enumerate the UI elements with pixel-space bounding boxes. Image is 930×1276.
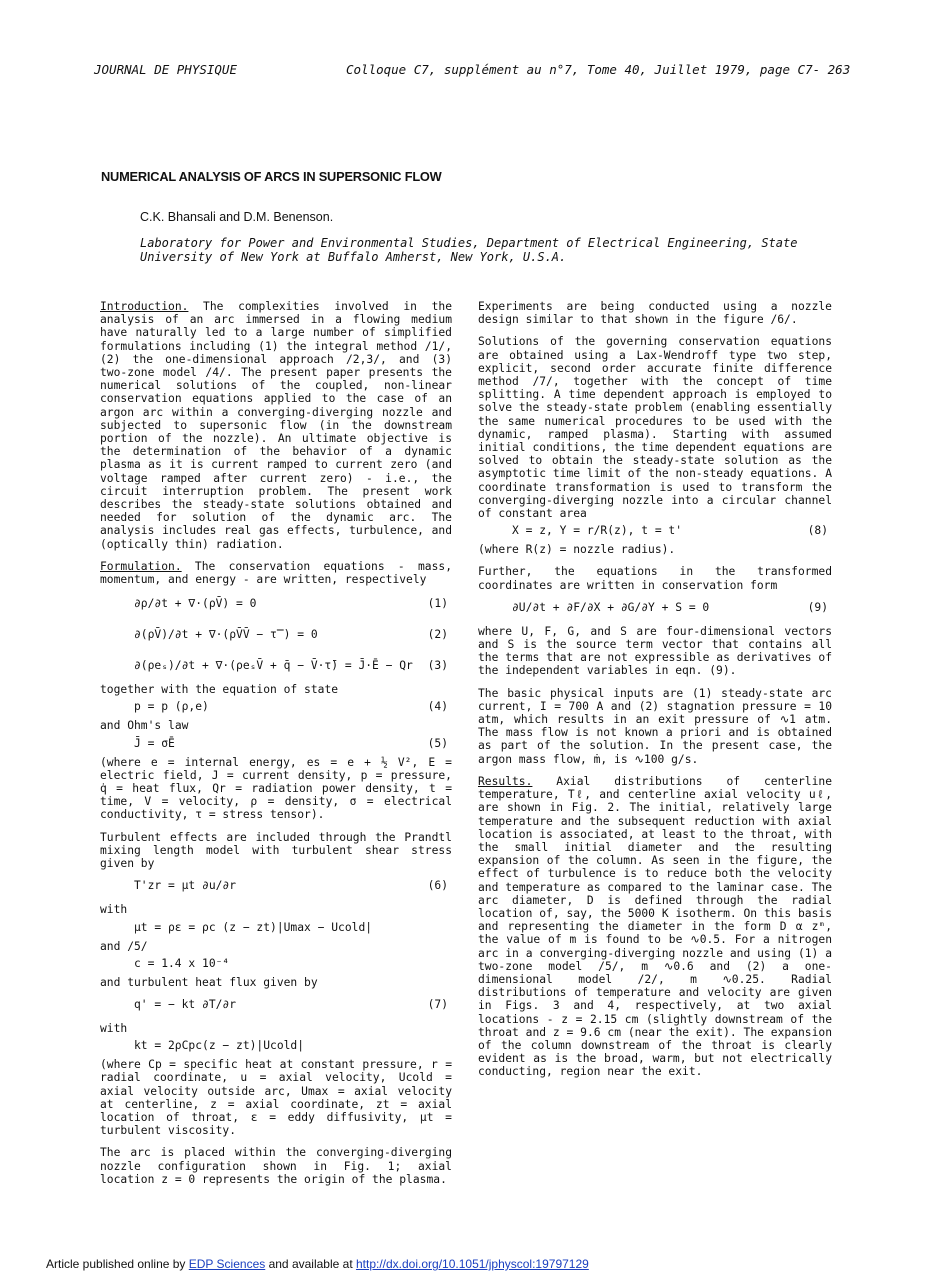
physical-inputs-paragraph: The basic physical inputs are (1) steady-state arc current, I = 700 A and (2) stagnation pressure = 10 atm, which results in an exit pressure of ∿1 atm. The mass flow is not known a priori and is obtained as part of the solution. In the present case, the argon mass flow, ṁ, is ∿100 g/s. bbox=[478, 686, 832, 766]
introduction-text: The complexities involved in the analysis of an arc immersed in a flowing medium have naturally led to a large number of simplified formulations including (1) the integral method /1/, (2) the one-dimensional approach /2,3/, and (3) two-zone model /4/. The present paper presents the numerical solutions of the coupled, non-linear conservation equations applied to the case of an argon arc within a converging-diverging nozzle and subjected to supersonic flow (in the downstream portion of the nozzle). An ultimate objective is the determination of the behavior of a dynamic plasma as it is current ramped to current zero (and voltage ramped after current zero) - i.e., the circuit interruption problem. The present work describes the steady-state solutions obtained and needed for solution of the dynamic arc. The analysis includes real gas effects, turbulence, and (optically thin) radiation. bbox=[100, 300, 452, 551]
eddy-viscosity-expression: μt = ρε = ρc (z − zt)|Umax − Ucold| bbox=[134, 920, 373, 934]
results-paragraph bbox=[478, 775, 832, 1079]
formulation-heading: Formulation. bbox=[100, 559, 182, 573]
and-reference-label: and /5/ bbox=[100, 939, 148, 953]
equation-4: p = p (ρ,e) (4) bbox=[134, 700, 448, 714]
equation-7: q' = − kt ∂T/∂r (7) bbox=[134, 997, 448, 1011]
heat-flux-text: and turbulent heat flux given by bbox=[100, 975, 318, 989]
journal-name: JOURNAL DE PHYSIQUE bbox=[94, 62, 237, 77]
equation-2: ∂(ρV̄)/∂t + ∇·(ρV̄V̄ − τ̿) = 0 (2) bbox=[134, 628, 448, 642]
with-label: with bbox=[100, 1021, 128, 1035]
symbol-definitions-2: (where Cp = specific heat at constant pressure, r = radial coordinate, u = axial velocity, Ucold = axial velocity outside arc, Umax = axial velocity at centerline, z = axial coordinate, zt = axial location of throat, ε = eddy diffusivity, μt = turbulent viscosity. bbox=[100, 1058, 452, 1138]
equation-3: ∂(ρeₛ)/∂t + ∇·(ρeₛV̄ + q̄ − V̄·τ̄) = J̄·Ē − Qr (3) bbox=[134, 659, 448, 673]
nozzle-radius-note: (where R(z) = nozzle radius). bbox=[478, 543, 676, 557]
article-affiliation: Laboratory for Power and Environmental Studies, Department of Electrical Engineering, State University of New York at Buffalo Amherst, New York, U.S.A. bbox=[140, 236, 798, 264]
right-column bbox=[478, 300, 832, 1088]
equation-1: ∂ρ/∂t + ∇·(ρV̄) = 0 (1) bbox=[134, 597, 448, 611]
state-text: together with the equation of state bbox=[100, 683, 339, 697]
formulation-paragraph bbox=[100, 560, 452, 586]
equation-6: T'zr = μt ∂u/∂r (6) bbox=[134, 879, 448, 893]
left-column bbox=[100, 300, 452, 1195]
equation-9: ∂U/∂t + ∂F/∂X + ∂G/∂Y + S = 0 (9) bbox=[512, 600, 828, 614]
ohm-text: and Ohm's law bbox=[100, 719, 189, 733]
results-heading: Results. bbox=[478, 774, 533, 788]
doi-link[interactable]: http://dx.doi.org/10.1051/jphyscol:19797129 bbox=[355, 1257, 589, 1271]
article-authors: C.K. Bhansali and D.M. Benenson. bbox=[140, 210, 334, 224]
constant-c-expression: c = 1.4 x 10⁻⁴ bbox=[134, 956, 230, 970]
nozzle-paragraph: The arc is placed within the converging-diverging nozzle configuration shown in Fig. 1; axial location z = 0 represents the origin of the plasma. bbox=[100, 1146, 452, 1186]
footer-middle: and available at bbox=[265, 1257, 356, 1271]
transformed-coordinates-text: Further, the equations in the transformed coordinates are written in conservation form bbox=[478, 565, 832, 592]
solutions-paragraph: Solutions of the governing conservation equations are obtained using a Lax-Wendroff type two step, explicit, second order accurate finite difference method /7/, together with the concept of time splitting. A time dependent approach is employed to solve the steady-state problem (enabling essentially the same numerical procedures to be used with the dynamic, ramped plasma). Starting with assumed initial conditions, the time dependent equations are solved to obtain the steady-state solution as the asymptotic time limit of the non-steady equations. A coordinate transformation is used to transform the converging-diverging nozzle into a circular channel of constant area bbox=[478, 335, 832, 521]
turbulence-text: Turbulent effects are included through the Prandtl mixing length model with turbulent shear stress given by bbox=[100, 830, 452, 871]
footer bbox=[46, 1257, 589, 1271]
experiments-paragraph: Experiments are being conducted using a nozzle design similar to that shown in the figure /6/. bbox=[478, 300, 832, 327]
formulation-text: The conservation equations - mass, momentum, and energy - are written, respectively bbox=[100, 559, 452, 587]
equation-5: J̄ = σĒ (5) bbox=[134, 736, 448, 750]
footer-prefix: Article published online by bbox=[46, 1257, 189, 1271]
thermal-conductivity-expression: kt = 2ρCpc(z − zt)|Ucold| bbox=[134, 1039, 305, 1053]
symbol-definitions: (where e = internal energy, es = e + ½ V², E = electric field, J = current density, p = pressure, q̇ = heat flux, Qr = radiation power density, t = time, V = velocity, ρ = density, σ = electrical conductivity, τ = stress tensor). bbox=[100, 755, 452, 822]
equation-8: X = z, Y = r/R(z), t = t' (8) bbox=[512, 524, 828, 538]
introduction-heading: Introduction. bbox=[100, 300, 189, 313]
colloque-reference: Colloque C7, supplément au n°7, Tome 40, Juillet 1979, page C7- 263 bbox=[346, 62, 851, 77]
publisher-link[interactable]: EDP Sciences bbox=[188, 1257, 266, 1271]
introduction-paragraph bbox=[100, 300, 452, 551]
results-text: Axial distributions of centerline temperature, Tℓ, and centerline axial velocity uℓ, are shown in Fig. 2. The initial, relatively large temperature and the subsequent reduction with axial location is associated, at least to the throat, with the small initial diameter and the resulting expansion of the column. As seen in the figure, the effect of turbulence is to reduce both the velocity and temperature as compared to the laminar case. The arc diameter, D is defined through the radial location of, say, the 5000 K isotherm. On this basis and representing the diameter in the form D α zᵐ, the value of m is found to be ∿0.5. For a nitrogen arc in a converging-diverging nozzle and using (1) a two-zone model /5/, m ∿0.6 and (2) a one-dimensional model /2/, m ∿0.25. Radial distributions of temperature and velocity are given in Figs. 3 and 4, respectively, at two axial locations - z = 2.15 cm (slightly downstream of the throat and z = 9.6 cm (near the exit). The expansion of the column downstream of the throat is clearly evident as is the broad, warm, but not electrically conducting, region near the exit. bbox=[478, 774, 832, 1079]
vectors-paragraph: where U, F, G, and S are four-dimensional vectors and S is the source term vector that contains all the terms that are not expressible as derivatives of the independent variables in eqn. (9). bbox=[478, 624, 832, 678]
article-title: NUMERICAL ANALYSIS OF ARCS IN SUPERSONIC FLOW bbox=[101, 169, 442, 184]
with-label: with bbox=[100, 903, 128, 917]
